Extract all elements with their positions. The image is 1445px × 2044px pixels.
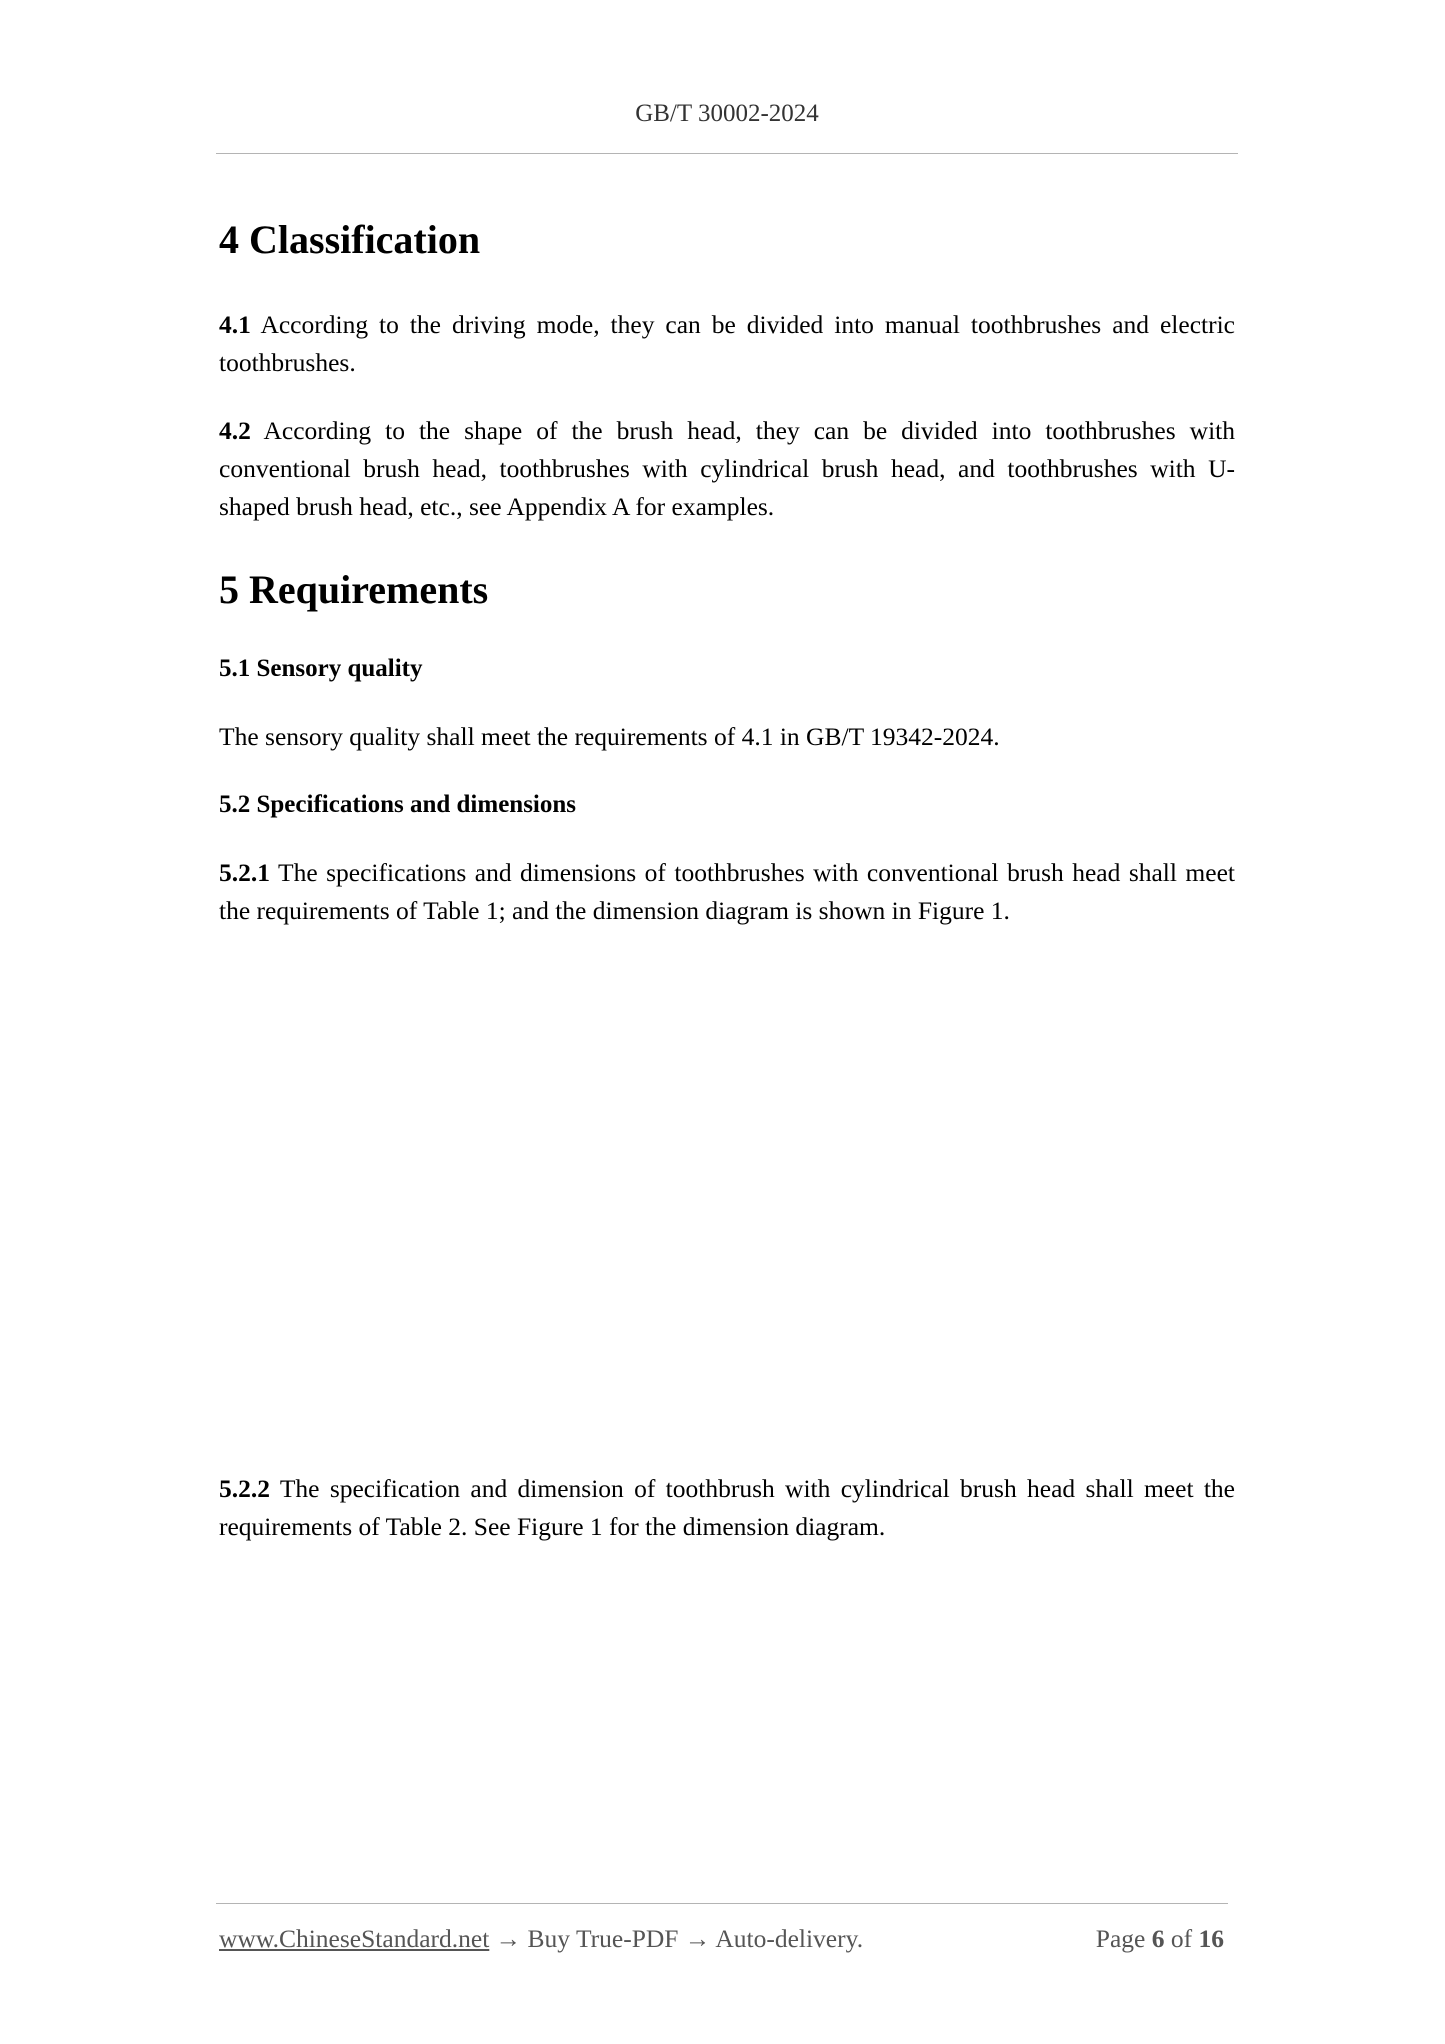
clause-5-1-text: The sensory quality shall meet the requirements of 4.1 in GB/T 19342-2024. [219, 722, 1000, 751]
clause-number: 5.2.2 [219, 1474, 270, 1503]
header-divider [216, 153, 1238, 154]
section-heading-requirements: 5 Requirements [219, 567, 489, 612]
page-current: 6 [1151, 1924, 1165, 1953]
clause-number: 5.2.1 [219, 858, 270, 887]
clause-4-1 [219, 306, 1235, 382]
section-heading-classification: 4 Classification [219, 217, 481, 262]
page-indicator [1096, 1924, 1224, 1954]
subsection-heading-5-1: 5.1 Sensory quality [219, 655, 423, 682]
clause-text: The specifications and dimensions of toothbrushes with conventional brush head shall meet the requirements of Table 1; and the dimension diagram is shown in Figure 1. [219, 858, 1235, 925]
clause-5-2-2 [219, 1470, 1235, 1546]
footer-divider [216, 1903, 1228, 1904]
page-body [219, 210, 1235, 1546]
clause-5-2-1 [219, 854, 1235, 930]
clause-text: According to the shape of the brush head, they can be divided into toothbrushes with conventional brush head, toothbrushes with cylindrical brush head, and toothbrushes with U-shaped brush head, etc., see Appendix A for examples. [219, 416, 1236, 521]
page-of: of [1170, 1924, 1193, 1953]
site-link[interactable]: www.ChineseStandard.net [219, 1924, 490, 1953]
clause-number: 4.1 [219, 310, 251, 339]
clause-4-2 [219, 412, 1235, 526]
clause-text: The specification and dimension of toothbrush with cylindrical brush head shall meet the requirements of Table 2. See Figure 1 for the dimension diagram. [219, 1474, 1235, 1541]
page-label: Page [1095, 1924, 1146, 1953]
blank-figure-area [219, 930, 1235, 1470]
arrow-right-icon: → [684, 1924, 711, 1953]
subsection-heading-5-2: 5.2 Specifications and dimensions [219, 791, 577, 818]
clause-text: According to the driving mode, they can be divided into manual toothbrushes and electric toothbrushes. [219, 310, 1235, 377]
clause-number: 4.2 [219, 416, 251, 445]
arrow-right-icon: → [495, 1924, 522, 1953]
buy-link[interactable]: Buy True-PDF [527, 1924, 679, 1953]
delivery-text: Auto-delivery. [715, 1924, 864, 1953]
page-total: 16 [1198, 1924, 1224, 1953]
running-header: GB/T 30002-2024 [635, 100, 819, 127]
footer-promo [219, 1924, 863, 1954]
